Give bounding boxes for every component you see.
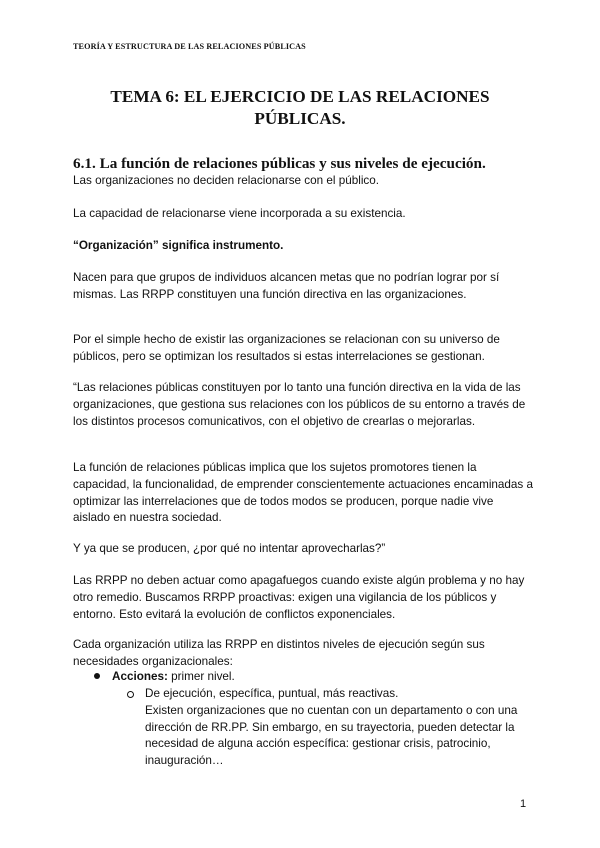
- paragraph-6: “Las relaciones públicas constituyen por lo tanto una función directiva en la vida de las organizaciones, que gestiona sus relaciones con los públicos de su entorno a través de los distintos procesos comunicativos, con el objetivo de crearlas o mejorarlas.: [73, 381, 526, 428]
- running-header: TEORÍA Y ESTRUCTURA DE LAS RELACIONES PÚBLICAS: [73, 42, 306, 51]
- list-item: [94, 669, 235, 686]
- paragraph-3: “Organización” significa instrumento.: [73, 239, 284, 252]
- page-title: [80, 86, 520, 130]
- sub-list-item: [127, 686, 527, 770]
- sub-item-title: De ejecución, específica, puntual, más reactivas.: [145, 687, 399, 700]
- paragraph-9: Las RRPP no deben actuar como apagafuegos cuando existe algún problema y no hay otro remedio. Buscamos RRPP proactivas: exigen una vigilancia de los públicos y entorno. Esto evitará la evolución de conflictos exponenciales.: [73, 574, 525, 621]
- title-line-2: PÚBLICAS.: [254, 109, 346, 128]
- paragraph-5: Por el simple hecho de existir las organizaciones se relacionan con su universo de públicos, pero se optimizan los resultados si estas interrelaciones se gestionan.: [73, 333, 500, 363]
- bullet-text: primer nivel.: [167, 670, 235, 683]
- paragraph-7: La función de relaciones públicas implica que los sujetos promotores tienen la capacidad, la funcionalidad, de emprender conscientemente actuaciones encaminadas a optimizar las interrelaciones que de todos modos se producen, porque nadie vive aislado en nuestra sociedad.: [73, 461, 534, 525]
- bullet-icon: [94, 673, 100, 679]
- paragraph-10: Cada organización utiliza las RRPP en distintos niveles de ejecución según sus necesidades organizacionales:: [73, 638, 485, 668]
- hollow-bullet-icon: [127, 691, 134, 698]
- title-line-1: TEMA 6: EL EJERCICIO DE LAS RELACIONES: [110, 87, 490, 106]
- paragraph-8: Y ya que se producen, ¿por qué no intentar aprovecharlas?”: [73, 542, 386, 555]
- section-heading: 6.1. La función de relaciones públicas y sus niveles de ejecución.: [73, 155, 486, 172]
- paragraph-1: Las organizaciones no deciden relacionarse con el público.: [73, 174, 380, 187]
- page-number: 1: [520, 798, 527, 810]
- sub-item-body: Existen organizaciones que no cuentan con un departamento o con una dirección de RR.PP. Sin embargo, en su trayectoria, pueden detectar la necesidad de alguna acción específica: gestionar crisis, patrocinio, inauguración…: [145, 703, 518, 768]
- bullet-label: Acciones:: [112, 670, 168, 683]
- paragraph-4: Nacen para que grupos de individuos alcancen metas que no podrían lograr por sí mismas. Las RRPP constituyen una función directiva en las organizaciones.: [73, 271, 500, 301]
- paragraph-2: La capacidad de relacionarse viene incorporada a su existencia.: [73, 207, 406, 220]
